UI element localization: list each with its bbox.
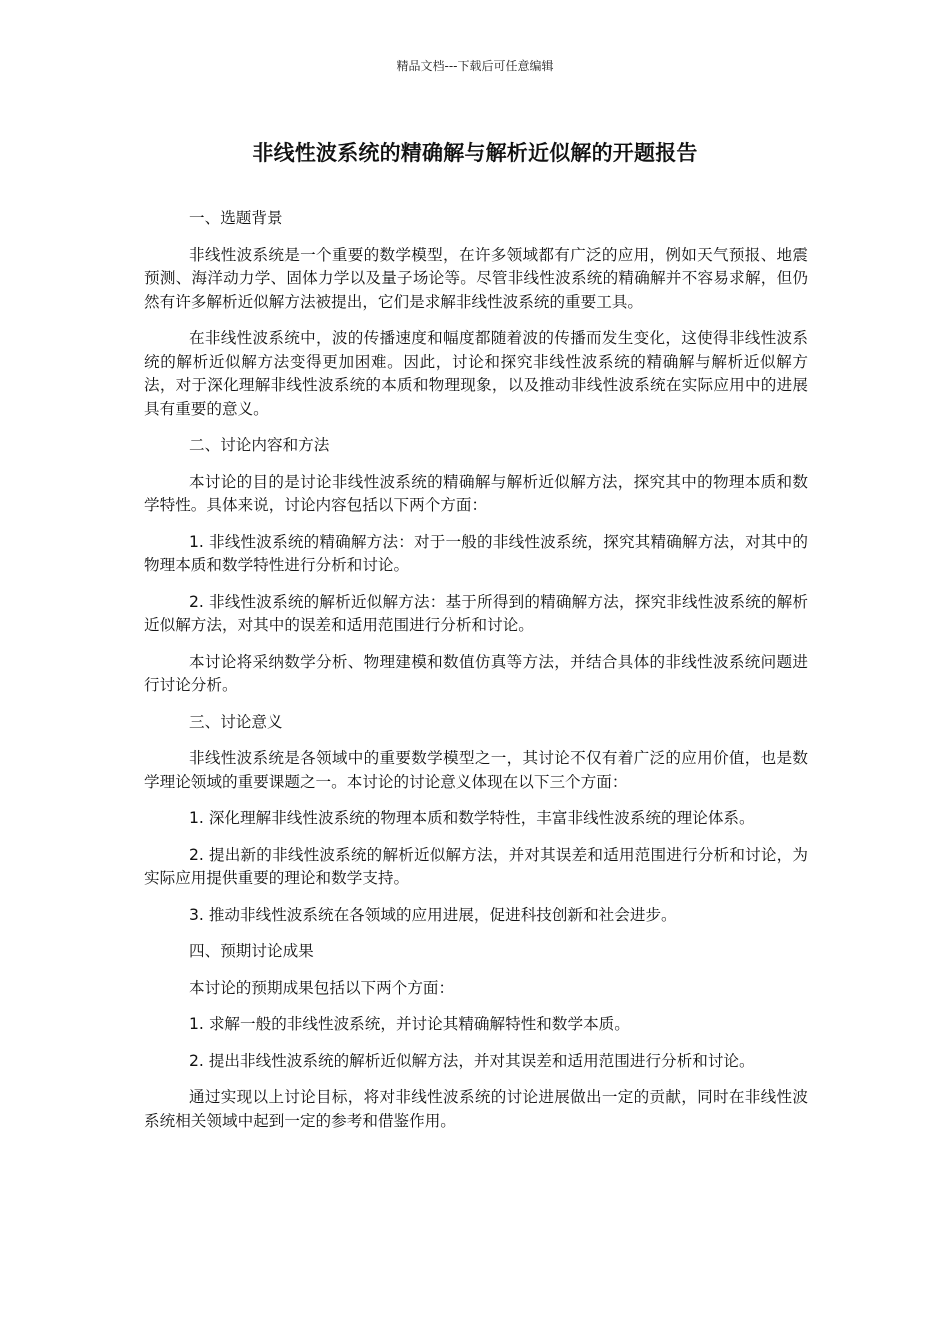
document-body (144, 207, 808, 1146)
list-item: 2. 非线性波系统的解析近似解方法：基于所得到的精确解方法，探究非线性波系统的解析近似解方法，对其中的误差和适用范围进行分析和讨论。 (144, 592, 808, 634)
section-heading-content-methods: 二、讨论内容和方法 (189, 436, 330, 454)
section-heading-expected-results: 四、预期讨论成果 (189, 942, 314, 960)
paragraph: 非线性波系统是一个重要的数学模型，在许多领域都有广泛的应用，例如天气预报、地震预测、海洋动力学、固体力学以及量子场论等。尽管非线性波系统的精确解并不容易求解，但仍然有许多解析近似解方法被提出，它们是求解非线性波系统的重要工具。 (144, 245, 808, 311)
paragraph: 本讨论的目的是讨论非线性波系统的精确解与解析近似解方法，探究其中的物理本质和数学特性。具体来说，讨论内容包括以下两个方面： (144, 472, 808, 514)
paragraph: 非线性波系统是各领域中的重要数学模型之一，其讨论不仅有着广泛的应用价值，也是数学理论领域的重要课题之一。本讨论的讨论意义体现在以下三个方面： (144, 749, 808, 791)
document-title: 非线性波系统的精确解与解析近似解的开题报告 (252, 141, 698, 165)
paragraph: 本讨论的预期成果包括以下两个方面： (189, 978, 455, 997)
list-item: 1. 非线性波系统的精确解方法：对于一般的非线性波系统，探究其精确解方法，对其中的物理本质和数学特性进行分析和讨论。 (144, 532, 808, 574)
list-item: 1. 求解一般的非线性波系统，并讨论其精确解特性和数学本质。 (189, 1015, 630, 1033)
page-header-watermark: 精品文档---下载后可任意编辑 (396, 59, 554, 73)
paragraph: 在非线性波系统中，波的传播速度和幅度都随着波的传播而发生变化，这使得非线性波系统的解析近似解方法变得更加困难。因此，讨论和探究非线性波系统的精确解与解析近似解方法，对于深化理解非线性波系统的本质和物理现象，以及推动非线性波系统在实际应用中的进展具有重要的意义。 (144, 329, 808, 418)
section-heading-background: 一、选题背景 (189, 209, 283, 227)
list-item: 2. 提出新的非线性波系统的解析近似解方法，并对其误差和适用范围进行分析和讨论，为实际应用提供重要的理论和数学支持。 (144, 845, 808, 887)
list-item: 3. 推动非线性波系统在各领域的应用进展，促进科技创新和社会进步。 (189, 905, 677, 924)
paragraph: 本讨论将采纳数学分析、物理建模和数值仿真等方法，并结合具体的非线性波系统问题进行讨论分析。 (144, 652, 808, 694)
paragraph: 通过实现以上讨论目标，将对非线性波系统的讨论进展做出一定的贡献，同时在非线性波系统相关领域中起到一定的参考和借鉴作用。 (144, 1088, 808, 1130)
section-heading-significance: 三、讨论意义 (189, 712, 283, 731)
list-item: 2. 提出非线性波系统的解析近似解方法，并对其误差和适用范围进行分析和讨论。 (189, 1051, 755, 1070)
list-item: 1. 深化理解非线性波系统的物理本质和数学特性，丰富非线性波系统的理论体系。 (189, 809, 755, 827)
